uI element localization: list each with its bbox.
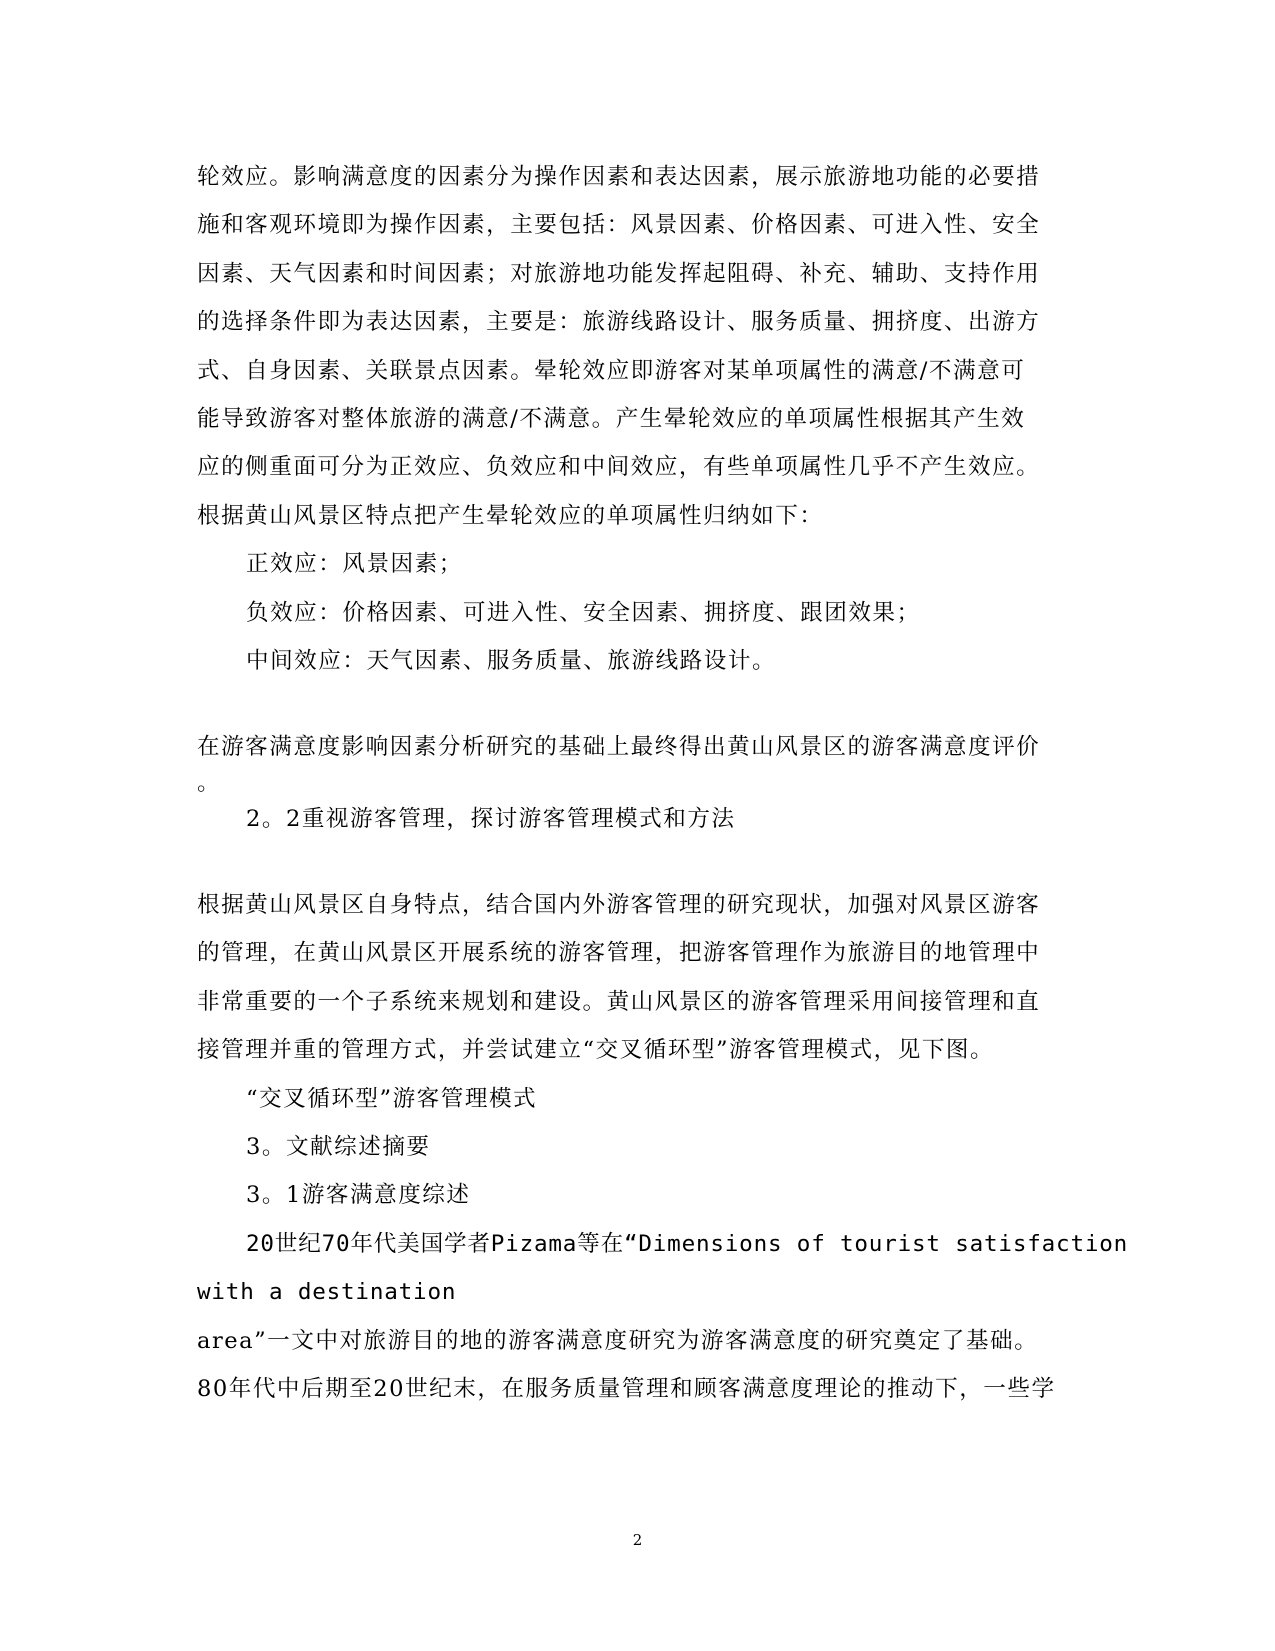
paragraph-spacer (197, 843, 1077, 881)
list-item-negative-effect: 负效应：价格因素、可进入性、安全因素、拥挤度、跟团效果； (246, 599, 921, 626)
text-line: 的管理，在黄山风景区开展系统的游客管理，把游客管理作为旅游目的地管理中 (197, 940, 1041, 967)
text-line: area”一文中对旅游目的地的游客满意度研究为游客满意度的研究奠定了基础。 (197, 1327, 1039, 1354)
text-line: 在游客满意度影响因素分析研究的基础上最终得出黄山风景区的游客满意度评价 (197, 734, 1041, 761)
text-line: 。 (197, 769, 222, 796)
list-item-positive-effect: 正效应：风景因素； (246, 551, 463, 578)
text-line: 接管理并重的管理方式，并尝试建立“交叉循环型”游客管理模式，见下图。 (197, 1037, 995, 1064)
text-line: 20世纪70年代美国学者Pizama等在“Dimensions of tourist satisfaction (246, 1230, 1129, 1257)
text-line: 非常重要的一个子系统来规划和建设。黄山风景区的游客管理采用间接管理和直 (197, 988, 1041, 1015)
section-heading-3: 3。文献综述摘要 (246, 1134, 431, 1161)
text-line: 的选择条件即为表达因素，主要是：旅游线路设计、服务质量、拥挤度、出游方 (197, 309, 1041, 336)
text-line: 式、自身因素、关联景点因素。晕轮效应即游客对某单项属性的满意/不满意可 (197, 357, 1026, 384)
text-line: 施和客观环境即为操作因素，主要包括：风景因素、价格因素、可进入性、安全 (197, 212, 1041, 239)
text-line: 因素、天气因素和时间因素；对旅游地功能发挥起阻碍、补充、辅助、支持作用 (197, 260, 1041, 287)
text-line: with a destination (197, 1279, 457, 1306)
figure-caption: “交叉循环型”游客管理模式 (246, 1085, 538, 1112)
paragraph-spacer (197, 685, 1077, 723)
section-heading-3-1: 3。1游客满意度综述 (246, 1182, 471, 1209)
body-text (197, 153, 1129, 1413)
text-line: 80年代中后期至20世纪末，在服务质量管理和顾客满意度理论的推动下，一些学 (197, 1375, 1056, 1402)
page-number: 2 (632, 1531, 643, 1549)
text-line: 能导致游客对整体旅游的满意/不满意。产生晕轮效应的单项属性根据其产生效 (197, 405, 1026, 432)
list-item-neutral-effect: 中间效应：天气因素、服务质量、旅游线路设计。 (246, 647, 777, 674)
text-line: 根据黄山风景区特点把产生晕轮效应的单项属性归纳如下： (197, 502, 824, 529)
text-line: 轮效应。影响满意度的因素分为操作因素和表达因素，展示旅游地功能的必要措 (197, 164, 1041, 190)
text-line: 应的侧重面可分为正效应、负效应和中间效应，有些单项属性几乎不产生效应。 (197, 454, 1041, 481)
text-line: 根据黄山风景区自身特点，结合国内外游客管理的研究现状，加强对风景区游客 (197, 892, 1041, 919)
section-heading-2-2: 2。2重视游客管理，探讨游客管理模式和方法 (246, 805, 736, 832)
